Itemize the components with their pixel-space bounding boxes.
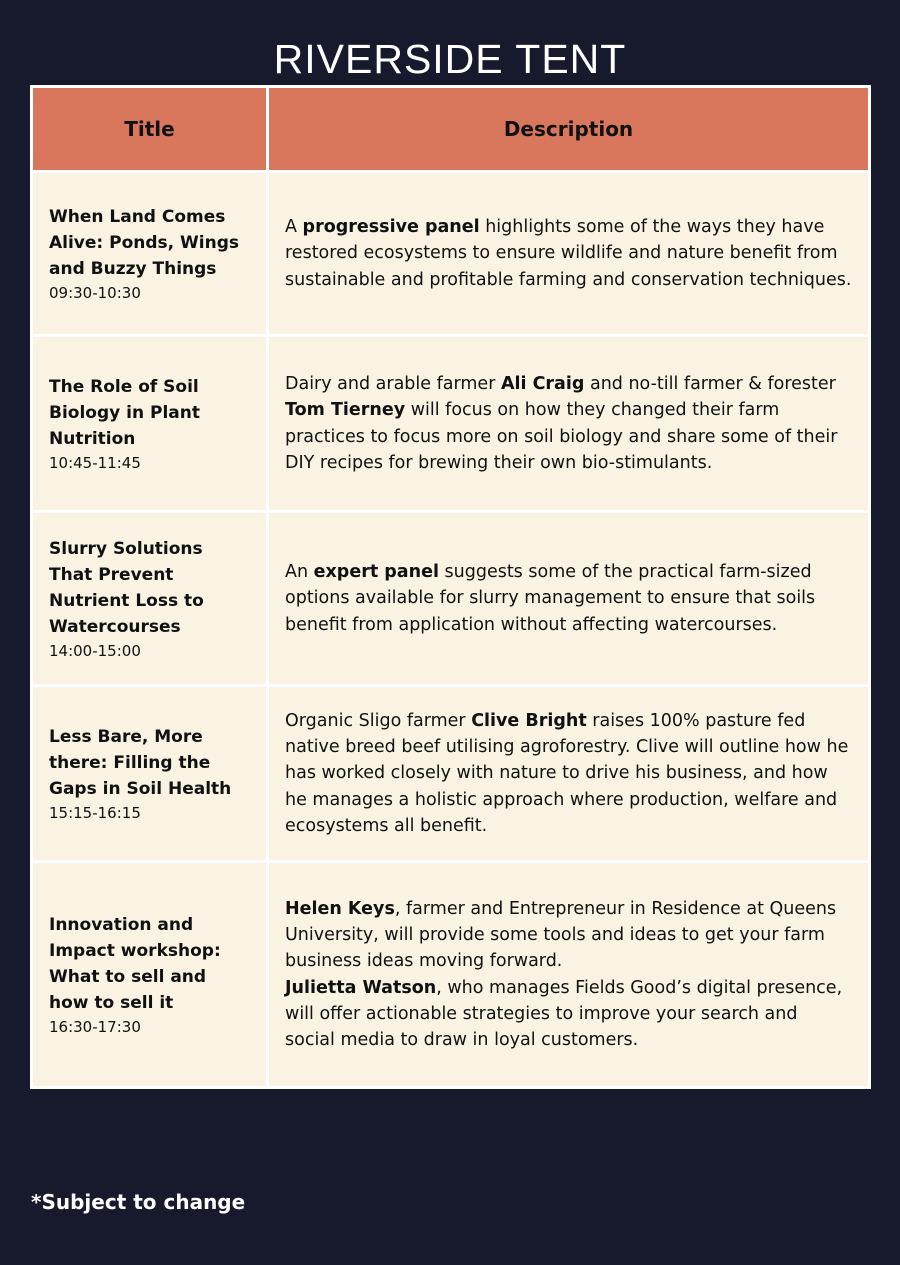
schedule-table [30, 85, 871, 1089]
description-text: A [285, 217, 303, 238]
session-title-cell [32, 172, 268, 336]
description-text: Organic Sligo farmer [285, 710, 472, 731]
session-time: 09:30-10:30 [49, 283, 141, 302]
session-description [268, 862, 870, 1088]
description-text: will focus on how they changed their farm practices to focus more on soil biology and share some of their DIY recipes for brewing their own bio-stimulants. [285, 400, 838, 473]
description-highlight: Julietta Watson [285, 977, 437, 998]
column-header-title: Title [32, 87, 268, 172]
description-text: suggests some of the practical farm-sized options available for slurry management to ensure that soils benefit from application without affecting watercourses. [285, 562, 816, 635]
table-row [32, 172, 870, 336]
session-description [268, 686, 870, 862]
session-description [268, 336, 870, 512]
description-text: Dairy and arable farmer [285, 373, 501, 394]
footnote: *Subject to change [31, 1190, 246, 1214]
table-header-row [32, 87, 870, 172]
table-row [32, 862, 870, 1088]
schedule-body [32, 172, 870, 1088]
table-row [32, 336, 870, 512]
session-time: 10:45-11:45 [49, 453, 141, 472]
session-description [268, 512, 870, 686]
session-title: Less Bare, More there: Filling the Gaps in Soil Health [49, 726, 232, 799]
session-time: 16:30-17:30 [49, 1017, 141, 1036]
description-text: , who manages Fields Good’s digital presence, will offer actionable strategies to improve your search and social media to draw in loyal customers. [285, 977, 843, 1051]
table-row [32, 512, 870, 686]
session-title-cell [32, 336, 268, 512]
session-title-cell [32, 512, 268, 686]
session-title: The Role of Soil Biology in Plant Nutrition [49, 376, 200, 449]
description-highlight: Helen Keys [285, 898, 395, 919]
description-text: raises 100% pasture fed native breed beef utilising agroforestry. Clive will outline how he has worked closely with nature to drive his business, and how he manages a holistic approach where production, welfare and ecosystems all benefit. [285, 710, 849, 836]
session-time: 14:00-15:00 [49, 641, 141, 660]
table-row [32, 686, 870, 862]
description-text: , farmer and Entrepreneur in Residence at Queens University, will provide some tools and ideas to get your farm business ideas moving forward. [285, 898, 837, 972]
session-description [268, 172, 870, 336]
description-highlight: Ali Craig [500, 373, 585, 394]
session-title-cell [32, 686, 268, 862]
description-highlight: expert panel [313, 562, 439, 583]
session-title-cell [32, 862, 268, 1088]
description-text: highlights some of the ways they have restored ecosystems to ensure wildlife and nature benefit from sustainable and profitable farming and conservation techniques. [285, 217, 852, 290]
session-title: Slurry Solutions That Prevent Nutrient Loss to Watercourses [49, 538, 204, 637]
session-title: Innovation and Impact workshop: What to sell and how to sell it [49, 914, 221, 1013]
page-title: RIVERSIDE TENT [273, 36, 627, 82]
description-highlight: progressive panel [302, 217, 480, 238]
description-text: and no-till farmer & forester [584, 373, 836, 394]
description-text: An [285, 562, 314, 583]
description-highlight: Tom Tierney [285, 400, 406, 421]
session-title: When Land Comes Alive: Ponds, Wings and Buzzy Things [49, 206, 240, 279]
session-time: 15:15-16:15 [49, 803, 141, 822]
column-header-description: Description [268, 87, 870, 172]
description-highlight: Clive Bright [471, 710, 587, 731]
